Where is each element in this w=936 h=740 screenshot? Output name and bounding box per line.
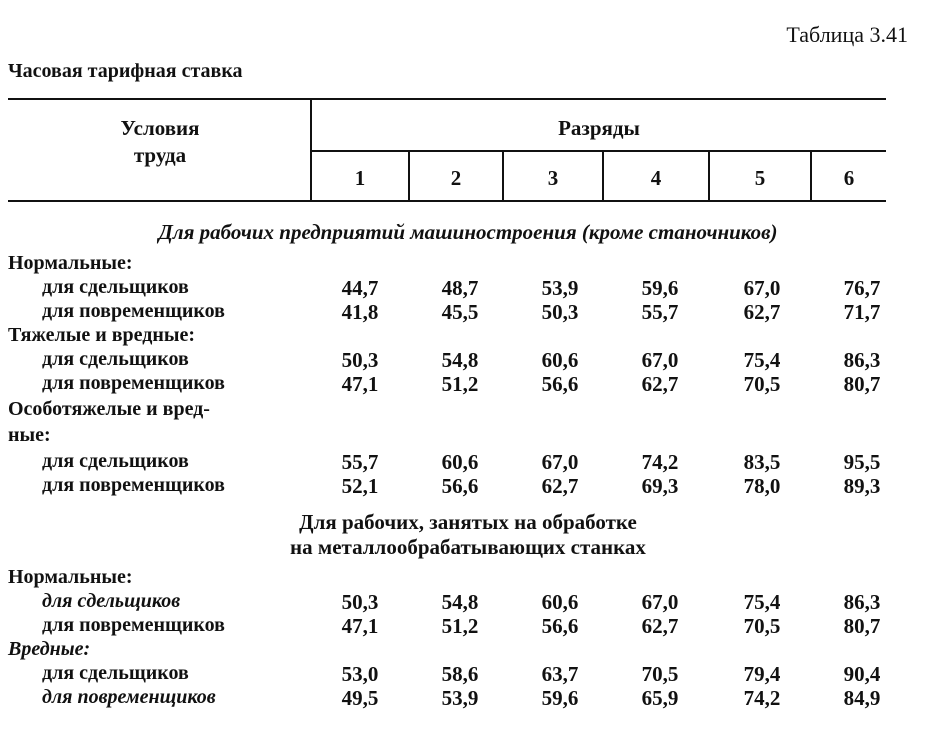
rate-cell: 48,7 [441, 276, 479, 300]
rate-cell: 41,8 [341, 300, 379, 324]
rate-cell: 95,5 [843, 450, 881, 474]
rate-cell: 53,0 [341, 662, 379, 686]
rate-cell: 79,4 [743, 662, 781, 686]
rate-cell: 56,6 [541, 614, 579, 638]
rate-cell: 70,5 [743, 614, 781, 638]
rate-cell: 50,3 [341, 348, 379, 372]
rate-cell: 62,7 [541, 474, 579, 498]
table-title: Часовая тарифная ставка [8, 60, 243, 82]
rate-cell: 45,5 [441, 300, 479, 324]
row-label: для повременщиков [42, 372, 225, 394]
rate-cell: 50,3 [341, 590, 379, 614]
rate-cell: 54,8 [441, 590, 479, 614]
rate-cell: 67,0 [743, 276, 781, 300]
rate-cell: 54,8 [441, 348, 479, 372]
rate-cell: 74,2 [743, 686, 781, 710]
rate-cell: 60,6 [541, 590, 579, 614]
row-label: для повременщиков [42, 614, 225, 636]
row-label: для повременщиков [42, 300, 225, 322]
rate-cell: 69,3 [641, 474, 679, 498]
row-label: для сдельщиков [42, 276, 189, 298]
rate-cell: 89,3 [843, 474, 881, 498]
rate-cell: 56,6 [541, 372, 579, 396]
row-label: для сдельщиков [42, 348, 189, 370]
rate-cell: 44,7 [341, 276, 379, 300]
rate-cell: 70,5 [743, 372, 781, 396]
rate-cell: 59,6 [541, 686, 579, 710]
category-label: Тяжелые и вредные: [8, 324, 196, 346]
rate-cell: 80,7 [843, 372, 881, 396]
rate-cell: 53,9 [441, 686, 479, 710]
rate-cell: 67,0 [541, 450, 579, 474]
grades-divider-rule [312, 150, 886, 152]
rate-cell: 62,7 [743, 300, 781, 324]
rate-cell: 86,3 [843, 348, 881, 372]
rate-cell: 63,7 [541, 662, 579, 686]
rate-cell: 59,6 [641, 276, 679, 300]
rate-cell: 50,3 [541, 300, 579, 324]
conditions-header-line: Условия [120, 116, 200, 140]
rate-cell: 60,6 [441, 450, 479, 474]
rate-cell: 76,7 [843, 276, 881, 300]
rate-cell: 55,7 [341, 450, 379, 474]
rate-cell: 86,3 [843, 590, 881, 614]
row-label: для повременщиков [42, 474, 225, 496]
rate-cell: 53,9 [541, 276, 579, 300]
conditions-header [60, 116, 260, 168]
rate-cell: 90,4 [843, 662, 881, 686]
rate-cell: 75,4 [743, 590, 781, 614]
rate-cell: 65,9 [641, 686, 679, 710]
row-label: для сдельщиков [42, 450, 189, 472]
category-label: Нормальные: [8, 566, 133, 588]
header-top-rule [8, 98, 886, 100]
rate-cell: 78,0 [743, 474, 781, 498]
rate-cell: 58,6 [441, 662, 479, 686]
rate-cell: 75,4 [743, 348, 781, 372]
rate-cell: 56,6 [441, 474, 479, 498]
category-label: Нормальные: [8, 252, 133, 274]
rate-cell: 80,7 [843, 614, 881, 638]
rate-cell: 84,9 [843, 686, 881, 710]
grade-number: 2 [450, 166, 462, 190]
rate-cell: 70,5 [641, 662, 679, 686]
rate-cell: 49,5 [341, 686, 379, 710]
grades-header: Разряды [558, 116, 640, 140]
header-bottom-rule [8, 200, 886, 202]
table-number: Таблица 3.41 [786, 22, 908, 47]
grade-number: 4 [650, 166, 662, 190]
rate-cell: 55,7 [641, 300, 679, 324]
rate-cell: 83,5 [743, 450, 781, 474]
category-label: Вредные: [8, 638, 91, 660]
rate-cell: 62,7 [641, 372, 679, 396]
row-label: для сдельщиков [42, 590, 181, 612]
rate-cell: 52,1 [341, 474, 379, 498]
grade-number: 3 [547, 166, 559, 190]
row-label: для повременщиков [42, 686, 216, 708]
rate-cell: 71,7 [843, 300, 881, 324]
section-title: Для рабочих, занятых на обработке [299, 510, 637, 534]
rate-cell: 62,7 [641, 614, 679, 638]
rate-cell: 51,2 [441, 372, 479, 396]
grade-number: 6 [843, 166, 855, 190]
category-label-continued: ные: [8, 424, 51, 446]
rate-cell: 47,1 [341, 372, 379, 396]
rate-cell: 47,1 [341, 614, 379, 638]
rate-cell: 51,2 [441, 614, 479, 638]
section-title: Для рабочих предприятий машиностроения (кроме станочников) [158, 220, 778, 244]
rate-cell: 60,6 [541, 348, 579, 372]
section-title-continued: на металлообрабатывающих станках [290, 535, 646, 559]
conditions-header-line: труда [133, 143, 187, 167]
rate-cell: 67,0 [641, 348, 679, 372]
row-label: для сдельщиков [42, 662, 189, 684]
grade-number: 1 [354, 166, 366, 190]
grade-number: 5 [754, 166, 766, 190]
rate-cell: 67,0 [641, 590, 679, 614]
rate-cell: 74,2 [641, 450, 679, 474]
category-label: Особотяжелые и вред- [8, 398, 210, 420]
